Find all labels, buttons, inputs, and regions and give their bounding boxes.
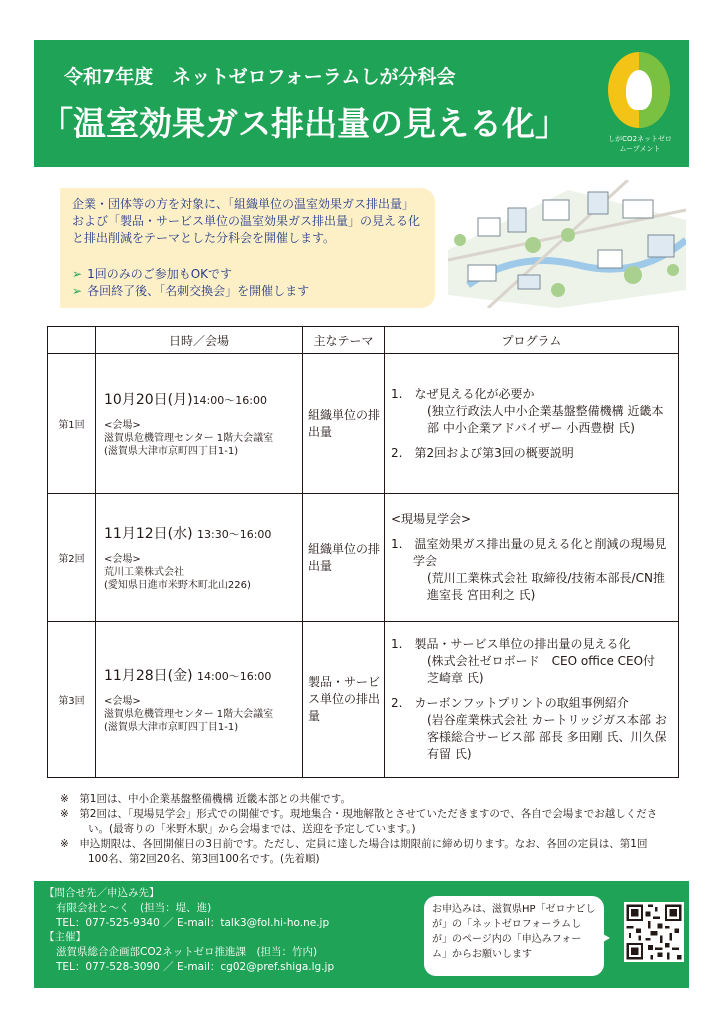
session-when xyxy=(96,494,303,622)
notes xyxy=(60,792,660,867)
header-cell-when: 日時／会場 xyxy=(96,327,303,354)
host-tel: TEL：077-528-3090 ／ E-mail：cg02@pref.shiga.lg.jp xyxy=(56,960,335,973)
page-title: 「温室効果ガス排出量の見える化」 xyxy=(40,104,568,143)
venue-address: (滋賀県大津市京町四丁目1-1) xyxy=(104,445,239,457)
venue-label: <会場> xyxy=(104,695,141,707)
table-row xyxy=(48,354,679,494)
bubble-tail xyxy=(596,930,610,946)
host-heading: 【主催】 xyxy=(44,931,86,944)
session-theme: 組織単位の排出量 xyxy=(303,354,385,494)
venue-label: <会場> xyxy=(104,419,141,431)
application-note-bubble: お申込みは、滋賀県HP「ゼロナビしが」の「ネットゼロフォーラムしが」のページ内の「申込みフォーム」からお願いします xyxy=(424,896,604,976)
table-row xyxy=(48,622,679,778)
header-cell-num xyxy=(48,327,96,354)
program-item-detail: (岩谷産業株式会社 カートリッジガス本部 お客様総合サービス部 部長 多田剛 氏、川久保有留 氏) xyxy=(427,713,667,761)
program-item-title: 2. カーボンフットプリントの取組事例紹介 xyxy=(391,696,629,710)
session-time: 13:30～16:00 xyxy=(197,527,272,541)
session-when xyxy=(96,354,303,494)
triangle-bullet-icon: ➢ xyxy=(72,284,83,298)
session-time: 14:00～16:00 xyxy=(192,393,267,407)
program-item-title: 2. 第2回および第3回の概要説明 xyxy=(391,445,574,460)
venue-address: (滋賀県大津市京町四丁目1-1) xyxy=(104,721,239,733)
venue-name: 滋賀県危機管理センター 1階大会議室 xyxy=(104,432,274,444)
session-time: 14:00～16:00 xyxy=(197,669,272,683)
bullet-item: ➢ 1回のみのご参加もOKです xyxy=(72,267,233,281)
table-row xyxy=(48,494,679,622)
session-number: 第3回 xyxy=(48,622,96,778)
note-item: ※ 申込期限は、各回開催日の3日前です。ただし、定員に達した場合は期限前に締め切ります。なお、各回の定員は、第1回100名、第2回20名、第3回100名です。(先着順) xyxy=(60,838,648,865)
session-number: 第2回 xyxy=(48,494,96,622)
program-item-title: 1. 製品・サービス単位の排出量の見える化 xyxy=(391,637,631,651)
note-item: ※ 第2回は、「現場見学会」形式での開催です。現地集合・現地解散とさせていただきますので、各自で会場までお越しください。(最寄りの「米野木駅」から会場までは、送迎を予定しています。) xyxy=(60,808,658,835)
contact-info xyxy=(44,886,334,975)
contact-org: 有限会社と～く (担当：堤、進) xyxy=(56,901,212,914)
schedule-table xyxy=(47,326,679,778)
session-program xyxy=(385,494,679,622)
venue-address: (愛知県日進市米野木町北山226) xyxy=(104,579,251,591)
table-header-row xyxy=(48,327,679,354)
header-cell-theme: 主なテーマ xyxy=(303,327,385,354)
note-item: ※ 第1回は、中小企業基盤整備機構 近畿本部との共催です。 xyxy=(60,793,351,805)
session-number: 第1回 xyxy=(48,354,96,494)
program-item-detail: (株式会社ゼロボード CEO office CEO付 芝崎章 氏) xyxy=(427,654,656,685)
program-item-title: 1. 温室効果ガス排出量の見える化と削減の現場見学会 xyxy=(391,537,667,568)
session-theme: 組織単位の排出量 xyxy=(303,494,385,622)
session-when xyxy=(96,622,303,778)
logo-caption: しがCO2ネットゼロ ムーブメント xyxy=(608,135,672,153)
venue-label: <会場> xyxy=(104,553,141,565)
logo-mark-icon xyxy=(608,52,670,128)
session-date: 11月28日(金) xyxy=(104,667,193,684)
venue-name: 滋賀県危機管理センター 1階大会議室 xyxy=(104,708,274,720)
co2-net-zero-logo xyxy=(600,52,680,162)
triangle-bullet-icon: ➢ xyxy=(72,267,83,281)
program-heading: <現場見学会> xyxy=(391,512,472,526)
session-date: 10月20日(月) xyxy=(104,391,193,408)
program-item-detail: (独立行政法人中小企業基盤整備機構 近畿本部 中小企業アドバイザー 小西豊樹 氏) xyxy=(427,403,664,435)
intro-text: 企業・団体等の方を対象に、「組織単位の温室効果ガス排出量」および「製品・サービス単位の温室効果ガス排出量」の見える化と排出削減をテーマとした分科会を開催します。 xyxy=(72,197,421,245)
session-date: 11月12日(水) xyxy=(104,525,193,542)
session-program xyxy=(385,622,679,778)
forum-subtitle: 令和7年度 ネットゼロフォーラムしが分科会 xyxy=(64,66,456,88)
session-theme: 製品・サービス単位の排出量 xyxy=(303,622,385,778)
qr-code[interactable] xyxy=(624,902,684,962)
program-item-title: 1. なぜ見える化が必要か xyxy=(391,386,535,401)
contact-heading: 【問合せ先／申込み先】 xyxy=(44,887,160,899)
contact-tel: TEL：077-525-9340 ／ E-mail：talk3@fol.hi-ho.ne.jp xyxy=(56,916,330,929)
town-illustration xyxy=(448,180,686,308)
host-org: 滋賀県総合企画部CO2ネットゼロ推進課 (担当：竹内) xyxy=(56,946,318,959)
header-cell-program: プログラム xyxy=(385,327,679,354)
bullet-item: ➢ 各回終了後、「名刺交換会」を開催します xyxy=(72,284,310,298)
venue-name: 荒川工業株式会社 xyxy=(104,566,184,578)
intro-bullets xyxy=(72,266,309,300)
session-program xyxy=(385,354,679,494)
program-item-detail: (荒川工業株式会社 取締役/技術本部長/CN推進室長 宮田利之 氏) xyxy=(427,571,665,602)
